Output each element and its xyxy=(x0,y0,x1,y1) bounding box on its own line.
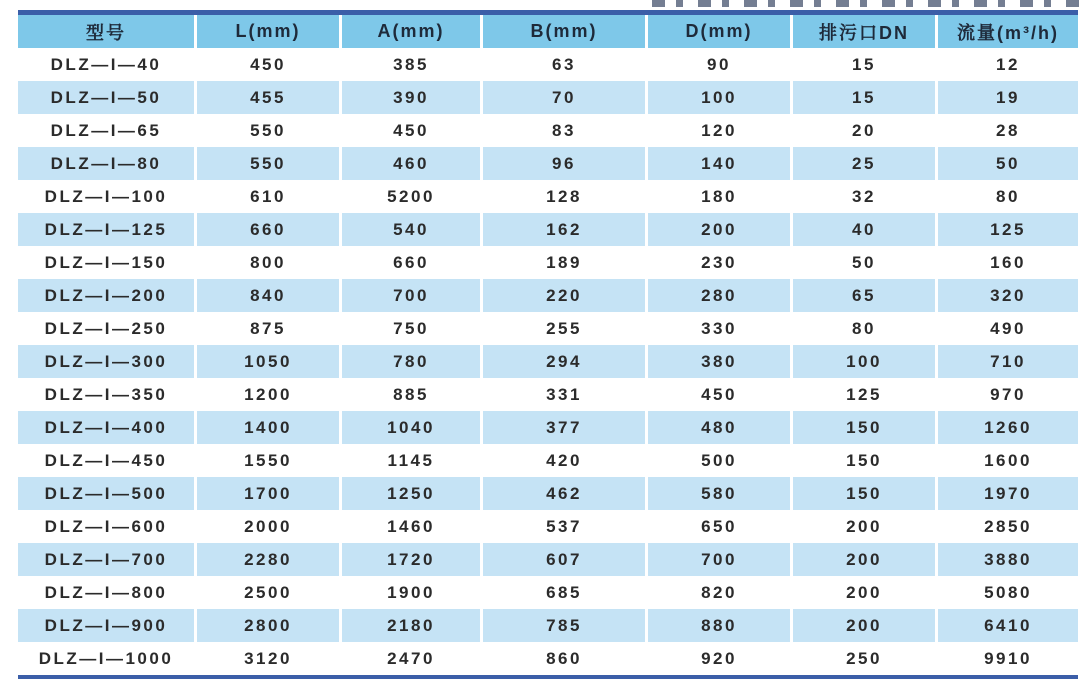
model-cell: DLZ—I—65 xyxy=(18,114,197,147)
table-cell: 180 xyxy=(648,180,793,213)
table-cell: 450 xyxy=(648,378,793,411)
table-cell: 1250 xyxy=(342,477,483,510)
table-cell: 970 xyxy=(938,378,1078,411)
table-cell: 660 xyxy=(197,213,342,246)
table-cell: 660 xyxy=(342,246,483,279)
spec-table xyxy=(18,10,1078,679)
table-cell: 40 xyxy=(793,213,938,246)
table-cell: 200 xyxy=(793,576,938,609)
table-cell: 32 xyxy=(793,180,938,213)
table-cell: 885 xyxy=(342,378,483,411)
model-cell: DLZ—I—80 xyxy=(18,147,197,180)
model-cell: DLZ—I—150 xyxy=(18,246,197,279)
table-cell: 1550 xyxy=(197,444,342,477)
table-cell: 2470 xyxy=(342,642,483,675)
table-cell: 294 xyxy=(483,345,648,378)
table-cell: 455 xyxy=(197,81,342,114)
table-cell: 377 xyxy=(483,411,648,444)
table-cell: 785 xyxy=(483,609,648,642)
table-row xyxy=(18,147,1078,180)
table-cell: 780 xyxy=(342,345,483,378)
table-cell: 100 xyxy=(793,345,938,378)
model-cell: DLZ—I—450 xyxy=(18,444,197,477)
table-cell: 1400 xyxy=(197,411,342,444)
table-cell: 875 xyxy=(197,312,342,345)
column-header: 型号 xyxy=(18,15,197,48)
table-cell: 15 xyxy=(793,48,938,81)
table-row xyxy=(18,246,1078,279)
table-cell: 200 xyxy=(793,510,938,543)
table-cell: 700 xyxy=(342,279,483,312)
table-cell: 880 xyxy=(648,609,793,642)
cropped-text-fragment xyxy=(652,0,1088,7)
table-cell: 1460 xyxy=(342,510,483,543)
table-cell: 255 xyxy=(483,312,648,345)
table-cell: 19 xyxy=(938,81,1078,114)
table-cell: 200 xyxy=(793,609,938,642)
table-row xyxy=(18,444,1078,477)
table-cell: 2000 xyxy=(197,510,342,543)
model-cell: DLZ—I—800 xyxy=(18,576,197,609)
table-cell: 220 xyxy=(483,279,648,312)
table-cell: 1260 xyxy=(938,411,1078,444)
table-cell: 700 xyxy=(648,543,793,576)
model-cell: DLZ—I—50 xyxy=(18,81,197,114)
table-cell: 580 xyxy=(648,477,793,510)
table-cell: 750 xyxy=(342,312,483,345)
table-cell: 280 xyxy=(648,279,793,312)
table-row xyxy=(18,345,1078,378)
model-cell: DLZ—I—300 xyxy=(18,345,197,378)
table-cell: 480 xyxy=(648,411,793,444)
table-cell: 3120 xyxy=(197,642,342,675)
table-cell: 162 xyxy=(483,213,648,246)
table-cell: 200 xyxy=(648,213,793,246)
table-cell: 250 xyxy=(793,642,938,675)
table-cell: 490 xyxy=(938,312,1078,345)
table-cell: 380 xyxy=(648,345,793,378)
table-row xyxy=(18,180,1078,213)
table-cell: 25 xyxy=(793,147,938,180)
table-row xyxy=(18,576,1078,609)
table-cell: 80 xyxy=(938,180,1078,213)
model-cell: DLZ—I—125 xyxy=(18,213,197,246)
table-cell: 2800 xyxy=(197,609,342,642)
table-cell: 1720 xyxy=(342,543,483,576)
table-cell: 1040 xyxy=(342,411,483,444)
model-cell: DLZ—I—350 xyxy=(18,378,197,411)
table-row xyxy=(18,213,1078,246)
table-cell: 537 xyxy=(483,510,648,543)
table-cell: 125 xyxy=(793,378,938,411)
table-cell: 330 xyxy=(648,312,793,345)
table-cell: 1600 xyxy=(938,444,1078,477)
table-cell: 230 xyxy=(648,246,793,279)
table-cell: 80 xyxy=(793,312,938,345)
table-cell: 96 xyxy=(483,147,648,180)
model-cell: DLZ—I—40 xyxy=(18,48,197,81)
table-cell: 3880 xyxy=(938,543,1078,576)
table-row xyxy=(18,543,1078,576)
table-cell: 5080 xyxy=(938,576,1078,609)
table-cell: 9910 xyxy=(938,642,1078,675)
model-cell: DLZ—I—500 xyxy=(18,477,197,510)
table-cell: 710 xyxy=(938,345,1078,378)
table-row xyxy=(18,48,1078,81)
table-row xyxy=(18,114,1078,147)
table-cell: 5200 xyxy=(342,180,483,213)
table-cell: 140 xyxy=(648,147,793,180)
table-cell: 1050 xyxy=(197,345,342,378)
table-cell: 63 xyxy=(483,48,648,81)
table-cell: 860 xyxy=(483,642,648,675)
table-row xyxy=(18,477,1078,510)
table-row xyxy=(18,411,1078,444)
table-row xyxy=(18,609,1078,642)
table-cell: 28 xyxy=(938,114,1078,147)
table-cell: 83 xyxy=(483,114,648,147)
table-cell: 1900 xyxy=(342,576,483,609)
table-cell: 320 xyxy=(938,279,1078,312)
model-cell: DLZ—I—400 xyxy=(18,411,197,444)
column-header: A(mm) xyxy=(342,15,483,48)
table-row xyxy=(18,378,1078,411)
table-cell: 540 xyxy=(342,213,483,246)
table-cell: 500 xyxy=(648,444,793,477)
column-header: 流量(m³/h) xyxy=(938,15,1078,48)
table-cell: 70 xyxy=(483,81,648,114)
table-cell: 12 xyxy=(938,48,1078,81)
table-cell: 189 xyxy=(483,246,648,279)
table-cell: 2500 xyxy=(197,576,342,609)
table-cell: 128 xyxy=(483,180,648,213)
table-cell: 450 xyxy=(342,114,483,147)
table-cell: 420 xyxy=(483,444,648,477)
table-cell: 685 xyxy=(483,576,648,609)
table-cell: 50 xyxy=(938,147,1078,180)
table-cell: 2850 xyxy=(938,510,1078,543)
table-cell: 2180 xyxy=(342,609,483,642)
table-cell: 125 xyxy=(938,213,1078,246)
table-cell: 390 xyxy=(342,81,483,114)
table-row xyxy=(18,81,1078,114)
table-cell: 550 xyxy=(197,147,342,180)
model-cell: DLZ—I—1000 xyxy=(18,642,197,675)
model-cell: DLZ—I—200 xyxy=(18,279,197,312)
table-cell: 550 xyxy=(197,114,342,147)
header-row xyxy=(18,15,1078,48)
model-cell: DLZ—I—600 xyxy=(18,510,197,543)
column-header: D(mm) xyxy=(648,15,793,48)
table-row xyxy=(18,510,1078,543)
column-header: 排污口DN xyxy=(793,15,938,48)
table-cell: 50 xyxy=(793,246,938,279)
table-cell: 20 xyxy=(793,114,938,147)
table-row xyxy=(18,312,1078,345)
table-cell: 160 xyxy=(938,246,1078,279)
model-cell: DLZ—I—100 xyxy=(18,180,197,213)
table-cell: 1700 xyxy=(197,477,342,510)
table-cell: 1200 xyxy=(197,378,342,411)
column-header: L(mm) xyxy=(197,15,342,48)
table-row xyxy=(18,279,1078,312)
table-cell: 150 xyxy=(793,411,938,444)
table-cell: 6410 xyxy=(938,609,1078,642)
table-cell: 385 xyxy=(342,48,483,81)
table-body xyxy=(18,48,1078,675)
model-cell: DLZ—I—700 xyxy=(18,543,197,576)
table-cell: 2280 xyxy=(197,543,342,576)
table-cell: 150 xyxy=(793,444,938,477)
table-cell: 650 xyxy=(648,510,793,543)
table-cell: 100 xyxy=(648,81,793,114)
model-cell: DLZ—I—250 xyxy=(18,312,197,345)
table-cell: 800 xyxy=(197,246,342,279)
table-cell: 200 xyxy=(793,543,938,576)
table-cell: 610 xyxy=(197,180,342,213)
column-header: B(mm) xyxy=(483,15,648,48)
table-cell: 65 xyxy=(793,279,938,312)
table-cell: 607 xyxy=(483,543,648,576)
table-cell: 462 xyxy=(483,477,648,510)
table-cell: 1970 xyxy=(938,477,1078,510)
table-cell: 120 xyxy=(648,114,793,147)
model-cell: DLZ—I—900 xyxy=(18,609,197,642)
table-cell: 840 xyxy=(197,279,342,312)
table-cell: 450 xyxy=(197,48,342,81)
table-cell: 820 xyxy=(648,576,793,609)
table-cell: 460 xyxy=(342,147,483,180)
table-cell: 15 xyxy=(793,81,938,114)
table-cell: 150 xyxy=(793,477,938,510)
table-cell: 331 xyxy=(483,378,648,411)
table-row xyxy=(18,642,1078,675)
table-cell: 920 xyxy=(648,642,793,675)
table-cell: 1145 xyxy=(342,444,483,477)
table-cell: 90 xyxy=(648,48,793,81)
